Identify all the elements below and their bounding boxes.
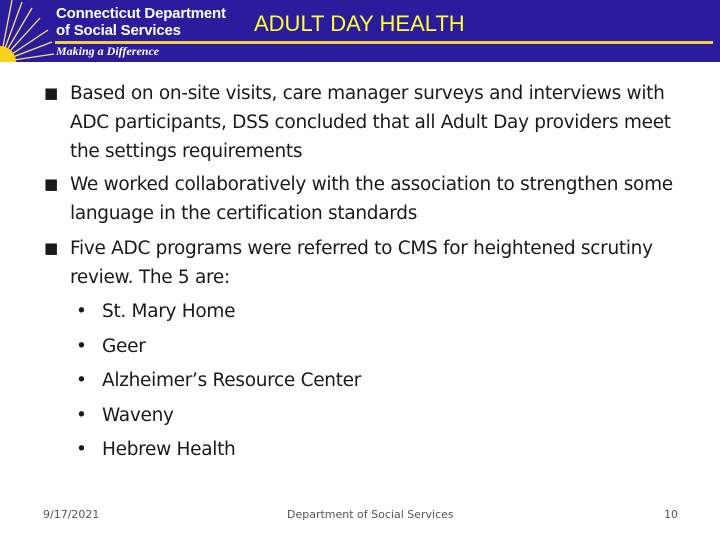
bullet-text: We worked collaboratively with the association to strengthen some language in the certification standards bbox=[70, 174, 673, 224]
square-bullet-icon: ■ bbox=[44, 239, 58, 257]
footer-center: Department of Social Services bbox=[287, 508, 454, 521]
bullet-text: Based on on-site visits, care manager surveys and interviews with ADC participants, DSS concluded that all Adult Day providers meet the settings requirements bbox=[70, 83, 671, 162]
org-name-line1: Connecticut Department bbox=[56, 5, 226, 22]
sub-bullet-text: Hebrew Health bbox=[102, 439, 236, 460]
bullet-dot-icon: • bbox=[76, 336, 87, 357]
bullet-dot-icon: • bbox=[76, 370, 87, 391]
sub-bullet bbox=[76, 366, 362, 395]
bullet-2 bbox=[44, 170, 690, 228]
sub-bullet bbox=[76, 435, 236, 464]
sub-bullet-text: Alzheimer’s Resource Center bbox=[102, 370, 362, 391]
square-bullet-icon: ■ bbox=[44, 84, 58, 102]
sub-bullet-text: St. Mary Home bbox=[102, 301, 236, 322]
bullet-text: Five ADC programs were referred to CMS for heightened scrutiny review. The 5 are: bbox=[70, 238, 653, 288]
tagline: Making a Difference bbox=[56, 44, 160, 58]
sunburst-logo-icon bbox=[0, 0, 56, 62]
org-name-line2: of Social Services bbox=[56, 22, 181, 39]
bullet-dot-icon: • bbox=[76, 405, 87, 426]
bullet-3 bbox=[44, 234, 690, 292]
bullet-dot-icon: • bbox=[76, 439, 87, 460]
sub-bullet-text: Waveny bbox=[102, 405, 174, 426]
sub-bullet-text: Geer bbox=[102, 336, 146, 357]
footer-date: 9/17/2021 bbox=[43, 508, 100, 521]
header-banner bbox=[0, 0, 720, 62]
sub-bullet bbox=[76, 401, 174, 430]
sub-bullet bbox=[76, 297, 236, 326]
bullet-dot-icon: • bbox=[76, 301, 87, 322]
square-bullet-icon: ■ bbox=[44, 175, 58, 193]
slide-title: ADULT DAY HEALTH bbox=[254, 11, 465, 36]
page-number: 10 bbox=[664, 508, 678, 521]
sub-bullet bbox=[76, 332, 146, 361]
bullet-1 bbox=[44, 79, 690, 166]
